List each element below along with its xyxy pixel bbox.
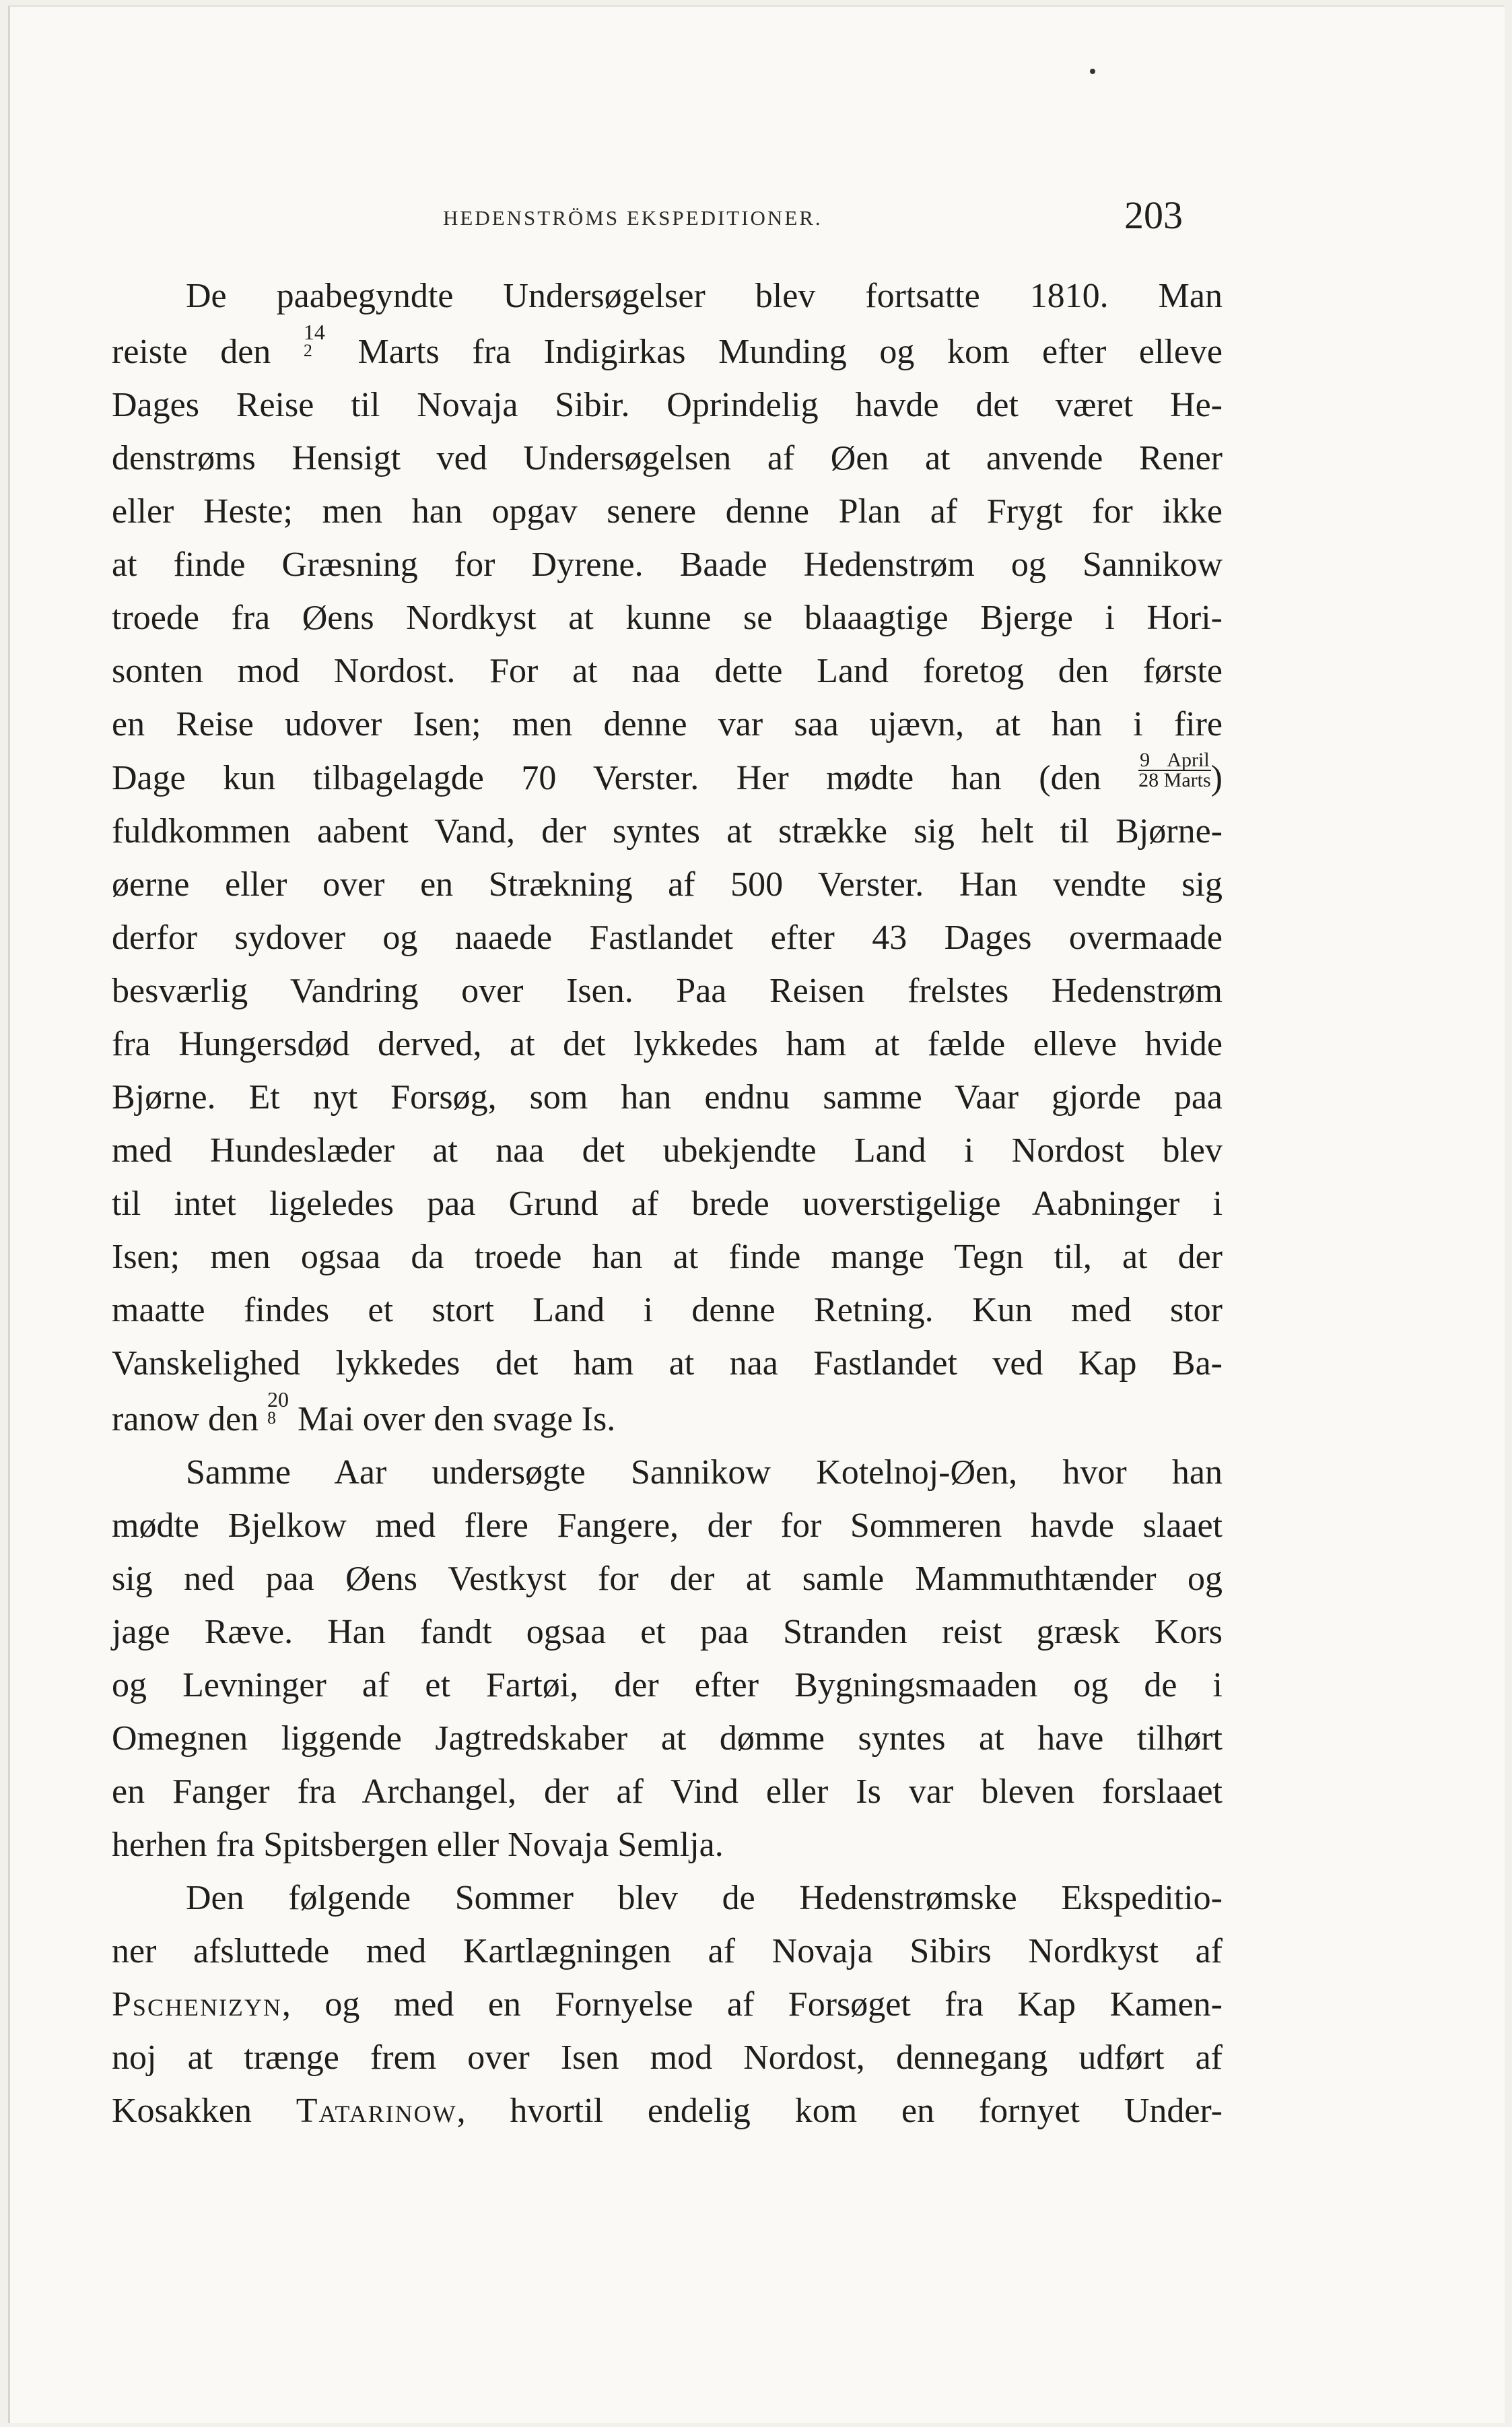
text-span: Mai over den svage Is. [298, 1400, 616, 1438]
text-line: herhen fra Spitsbergen eller Novaja Semlja. [112, 1826, 724, 1864]
text-line: Samme Aar undersøgte Sannikow Kotelnoj-Øen, hvor han [186, 1453, 1223, 1492]
ink-dot-mark [1090, 69, 1095, 74]
text-line: jage Ræve. Han fandt ogsaa et paa Stranden reist græsk Kors [112, 1613, 1223, 1651]
text-line: De paabegyndte Undersøgelser blev fortsatte 1810. Man [186, 277, 1223, 315]
text-span: ranow den [112, 1400, 259, 1438]
text-line [112, 1978, 1223, 2031]
text-span: Marts fra Indigirkas Munding og kom efter elleve [357, 333, 1223, 371]
text-span: , og med en Fornyelse af Forsøget fra Kap Kamen- [281, 1985, 1223, 2024]
text-line: derfor sydover og naaede Fastlandet efter 43 Dages overmaade [112, 919, 1223, 957]
text-line: mødte Bjelkow med flere Fangere, der for Sommeren havde slaaet [112, 1506, 1223, 1545]
page-number: 203 [1124, 193, 1183, 237]
fraction-numerator: 20 [267, 1387, 289, 1411]
text-span: ) [1210, 759, 1223, 797]
text-line: en Fanger fra Archangel, der af Vind eller Is var bleven forslaaet [112, 1772, 1223, 1811]
small-caps-name: Pschenizyn [112, 1985, 282, 2024]
body-text [112, 269, 1223, 2137]
page-header [0, 193, 1512, 246]
text-line: til intet ligeledes paa Grund af brede uoverstigelige Aabninger i [112, 1185, 1223, 1223]
text-line: troede fra Øens Nordkyst at kunne se blaaagtige Bjerge i Hori- [112, 599, 1223, 637]
text-line: Isen; men ogsaa da troede han at finde mange Tegn til, at der [112, 1238, 1223, 1276]
fraction-numerator: 9 April [1140, 749, 1210, 771]
text-line: en Reise udover Isen; men denne var saa ujævn, at han i fire [112, 705, 1223, 743]
text-line: Bjørne. Et nyt Forsøg, som han endnu samme Vaar gjorde paa [112, 1078, 1223, 1117]
fraction-numerator: 14 [303, 320, 325, 344]
text-line: fra Hungersdød derved, at det lykkedes ham at fælde elleve hvide [112, 1025, 1223, 1063]
text-line [112, 751, 1223, 805]
text-span: Kosakken [112, 2092, 252, 2130]
text-line: øerne eller over en Strækning af 500 Verster. Han vendte sig [112, 865, 1223, 904]
text-line [112, 320, 1223, 378]
date-fraction [1138, 751, 1211, 790]
text-line: Omegnen liggende Jagtredskaber at dømme syntes at have tilhørt [112, 1719, 1223, 1758]
text-line: med Hundeslæder at naa det ubekjendte Land i Nordost blev [112, 1131, 1223, 1170]
text-span: reiste den [112, 333, 271, 371]
text-line: sonten mod Nordost. For at naa dette Land foretog den første [112, 652, 1223, 690]
small-caps-name: Tatarinow [296, 2092, 457, 2130]
text-line: fuldkommen aabent Vand, der syntes at strække sig helt til Bjørne- [112, 812, 1223, 851]
text-line: maatte findes et stort Land i denne Retning. Kun med stor [112, 1291, 1223, 1329]
text-line: ner afsluttede med Kartlægningen af Novaja Sibirs Nordkyst af [112, 1932, 1223, 1970]
text-line: eller Heste; men han opgav senere denne Plan af Frygt for ikke [112, 492, 1223, 531]
text-line: Vanskelighed lykkedes det ham at naa Fastlandet ved Kap Ba- [112, 1344, 1223, 1383]
date-fraction [267, 1387, 289, 1428]
fraction-denominator: 8 [267, 1408, 277, 1428]
fraction-denominator: 2 [303, 341, 312, 360]
text-span: Dage kun tilbagelagde 70 Verster. Her mødte han (den [112, 759, 1101, 797]
text-line: sig ned paa Øens Vestkyst for der at samle Mammuthtænder og [112, 1560, 1223, 1598]
text-line: besværlig Vandring over Isen. Paa Reisen frelstes Hedenstrøm [112, 972, 1223, 1010]
running-head: HEDENSTRÖMS EKSPEDITIONER. [443, 206, 823, 230]
date-fraction [303, 320, 325, 360]
text-line: Dages Reise til Novaja Sibir. Oprindelig havde det været He- [112, 386, 1223, 424]
text-span: , hvortil endelig kom en fornyet Under- [456, 2092, 1223, 2130]
fraction-denominator: 28 Marts [1138, 769, 1211, 791]
text-line: at finde Græsning for Dyrene. Baade Hedenstrøm og Sannikow [112, 545, 1223, 584]
text-line: og Levninger af et Fartøi, der efter Bygningsmaaden og de i [112, 1666, 1223, 1704]
text-line [112, 2084, 1223, 2137]
text-line: denstrøms Hensigt ved Undersøgelsen af Øen at anvende Rener [112, 439, 1223, 477]
text-line [112, 1387, 1223, 1446]
text-line: Den følgende Sommer blev de Hedenstrømske Ekspeditio- [186, 1879, 1223, 1917]
text-line: noj at trænge frem over Isen mod Nordost, dennegang udført af [112, 2038, 1223, 2077]
